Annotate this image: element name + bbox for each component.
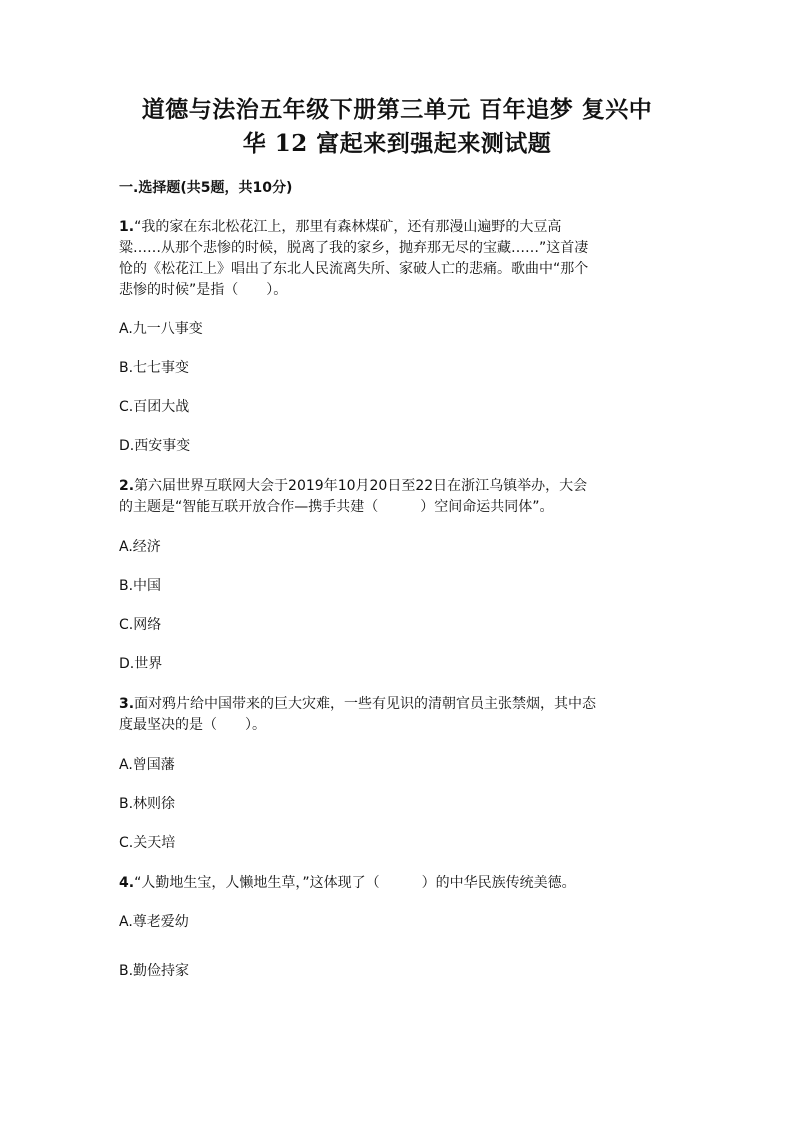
option-2a: A.经济 (119, 539, 161, 555)
option-2b: B.中国 (119, 578, 162, 594)
option-1b: B.七七事变 (119, 360, 190, 376)
question-number: 3. (119, 696, 135, 712)
question-line: 2.第六届世界互联网大会于2019年10月20日至22日在浙江乌镇举办，大会 (119, 478, 588, 494)
question-line: 怆的《松花江上》唱出了东北人民流离失所、家破人亡的悲痛。歌曲中“那个 (119, 261, 589, 277)
option-1a: A.九一八事变 (119, 321, 203, 337)
option-4a: A.尊老爱幼 (119, 914, 189, 930)
question-2 (119, 476, 667, 518)
question-line: 3.面对鸦片给中国带来的巨大灾难，一些有见识的清朝官员主张禁烟，其中态 (119, 696, 597, 712)
question-line: 4.“人勤地生宝，人懒地生草，”这体现了（ ）的中华民族传统美德。 (119, 875, 576, 891)
question-1 (119, 217, 667, 301)
question-line: 的主题是“智能互联开放合作—携手共建（ ）空间命运共同体”。 (119, 499, 554, 515)
question-4 (119, 873, 667, 894)
page-title (0, 93, 794, 161)
question-3 (119, 694, 667, 736)
question-number: 2. (119, 478, 135, 494)
title-line-1: 道德与法治五年级下册第三单元 百年追梦 复兴中 (141, 96, 653, 123)
question-line: 1.“我的家在东北松花江上，那里有森林煤矿，还有那漫山遍野的大豆高 (119, 219, 562, 235)
option-1c: C.百团大战 (119, 399, 190, 415)
title-line-2: 华 12 富起来到强起来测试题 (242, 130, 552, 157)
question-number: 4. (119, 875, 135, 891)
question-number: 1. (119, 219, 135, 235)
option-2d: D.世界 (119, 656, 163, 672)
question-line: 悲惨的时候”是指（ ）。 (119, 282, 288, 298)
option-3c: C.关天培 (119, 835, 176, 851)
option-3a: A.曾国藩 (119, 757, 175, 773)
question-line: 度最坚决的是（ ）。 (119, 717, 266, 733)
section-heading: 一.选择题(共5题，共10分) (119, 180, 293, 196)
option-4b: B.勤俭持家 (119, 963, 190, 979)
option-1d: D.西安事变 (119, 438, 191, 454)
option-2c: C.网络 (119, 617, 162, 633)
question-line: 粱……从那个悲惨的时候，脱离了我的家乡，抛弃那无尽的宝藏……”这首凄 (119, 240, 589, 256)
option-3b: B.林则徐 (119, 796, 176, 812)
